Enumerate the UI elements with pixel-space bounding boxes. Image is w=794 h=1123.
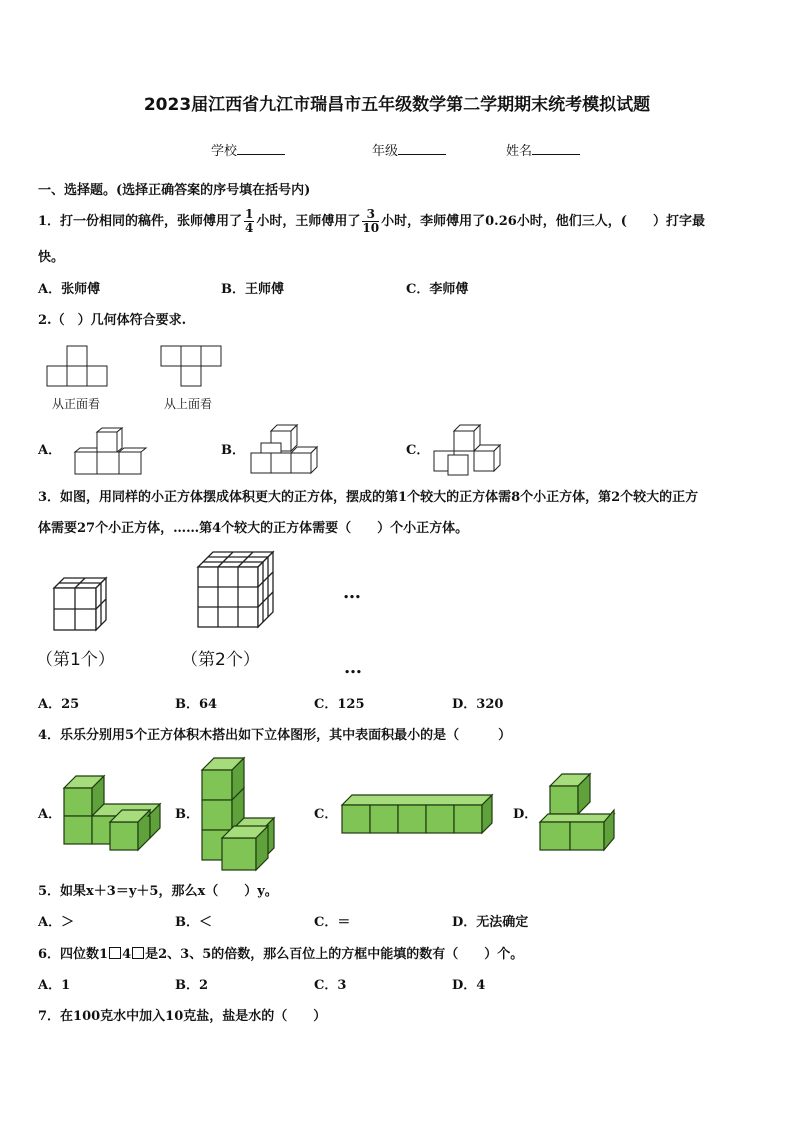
top-view-figure bbox=[161, 345, 223, 387]
question-4: 4．乐乐分别用5个正方体积木搭出如下立体图形，其中表面积最小的是（ ） bbox=[38, 728, 512, 743]
question-1-cont: 快。 bbox=[38, 250, 65, 265]
q5-option-c[interactable]: C．＝ bbox=[314, 915, 351, 930]
page-title: 2023届江西省九江市瑞昌市五年级数学第二学期期末统考模拟试题 bbox=[143, 95, 651, 115]
q4-figure-a bbox=[64, 776, 160, 852]
q4-option-a[interactable]: A． bbox=[38, 807, 62, 822]
digit-box-icon bbox=[132, 947, 144, 959]
q2-figure-c bbox=[430, 425, 502, 477]
q2-option-b[interactable]: B． bbox=[221, 443, 245, 458]
cube-figure-1 bbox=[54, 578, 110, 634]
q6-option-a[interactable]: A．1 bbox=[38, 978, 71, 993]
q2-figure-a bbox=[73, 428, 145, 478]
q3-option-a[interactable]: A．25 bbox=[38, 697, 80, 712]
cube-figure-2 bbox=[198, 552, 276, 634]
ellipsis-top: … bbox=[343, 582, 361, 603]
q6-option-d[interactable]: D．4 bbox=[452, 978, 486, 993]
q1-option-b[interactable]: B．王师傅 bbox=[221, 282, 284, 297]
front-view-figure bbox=[47, 345, 109, 387]
school-field[interactable] bbox=[211, 142, 285, 160]
school-label: 学校 bbox=[211, 144, 238, 159]
q2-option-a[interactable]: A． bbox=[38, 443, 62, 458]
fraction-1-4: $\frac{1}{4}$ bbox=[245, 207, 254, 235]
q5-option-d[interactable]: D．无法确定 bbox=[452, 915, 529, 930]
q4-option-c[interactable]: C． bbox=[314, 807, 338, 822]
q4-option-d[interactable]: D． bbox=[513, 807, 538, 822]
question-2: 2.（ ）几何体符合要求. bbox=[38, 313, 187, 328]
q5-option-b[interactable]: B．＜ bbox=[175, 915, 212, 930]
cube-1-caption: （第1个） bbox=[36, 650, 115, 670]
question-7: 7．在100克水中加入10克盐，盐是水的（ ） bbox=[38, 1009, 327, 1024]
question-5: 5．如果x＋3＝y＋5，那么x（ ）y。 bbox=[38, 884, 278, 899]
fraction-3-10: $\frac{3}{10}$ bbox=[362, 207, 380, 235]
cube-2-caption: （第2个） bbox=[181, 650, 260, 670]
front-view-label: 从正面看 bbox=[52, 397, 101, 411]
name-label: 姓名 bbox=[506, 144, 533, 159]
q1-option-c[interactable]: C．李师傅 bbox=[406, 282, 469, 297]
q6-option-c[interactable]: C．3 bbox=[314, 978, 347, 993]
q2-figure-b bbox=[247, 425, 319, 477]
name-field[interactable] bbox=[506, 142, 580, 160]
q1-option-a[interactable]: A．张师傅 bbox=[38, 282, 101, 297]
digit-box-icon bbox=[109, 947, 121, 959]
question-3-line1: 3．如图，用同样的小正方体摆成体积更大的正方体，摆成的第1个较大的正方体需8个小正方体，第2个较大的正方 bbox=[38, 490, 699, 505]
q4-figure-d bbox=[540, 774, 616, 852]
question-1: 1．打一份相同的稿件，张师傅用了 $\frac{1}{4}$ 小时，王师傅用了 $\frac{3}{10}$ 小时，李师傅用了0.26小时，他们三人，( ）打字最 bbox=[38, 207, 705, 235]
q2-option-c[interactable]: C． bbox=[406, 443, 430, 458]
section-heading: 一、选择题。(选择正确答案的序号填在括号内) bbox=[38, 183, 311, 198]
q4-figure-c bbox=[342, 795, 494, 835]
q3-option-c[interactable]: C．125 bbox=[314, 697, 365, 712]
grade-label: 年级 bbox=[372, 144, 399, 159]
q6-option-b[interactable]: B．2 bbox=[175, 978, 209, 993]
top-view-label: 从上面看 bbox=[164, 397, 213, 411]
q3-option-d[interactable]: D．320 bbox=[452, 697, 504, 712]
q4-option-b[interactable]: B． bbox=[175, 807, 199, 822]
grade-field[interactable] bbox=[372, 142, 446, 160]
question-3-line2: 体需要27个小正方体，……第4个较大的正方体需要（ ）个小正方体。 bbox=[38, 521, 469, 536]
ellipsis-bottom: … bbox=[344, 657, 362, 678]
q5-option-a[interactable]: A．＞ bbox=[38, 915, 75, 930]
question-6: 6．四位数1 4 是2、3、5的倍数，那么百位上的方框中能填的数有（ ）个。 bbox=[38, 947, 524, 962]
q4-figure-b bbox=[202, 758, 276, 872]
q3-option-b[interactable]: B．64 bbox=[175, 697, 218, 712]
